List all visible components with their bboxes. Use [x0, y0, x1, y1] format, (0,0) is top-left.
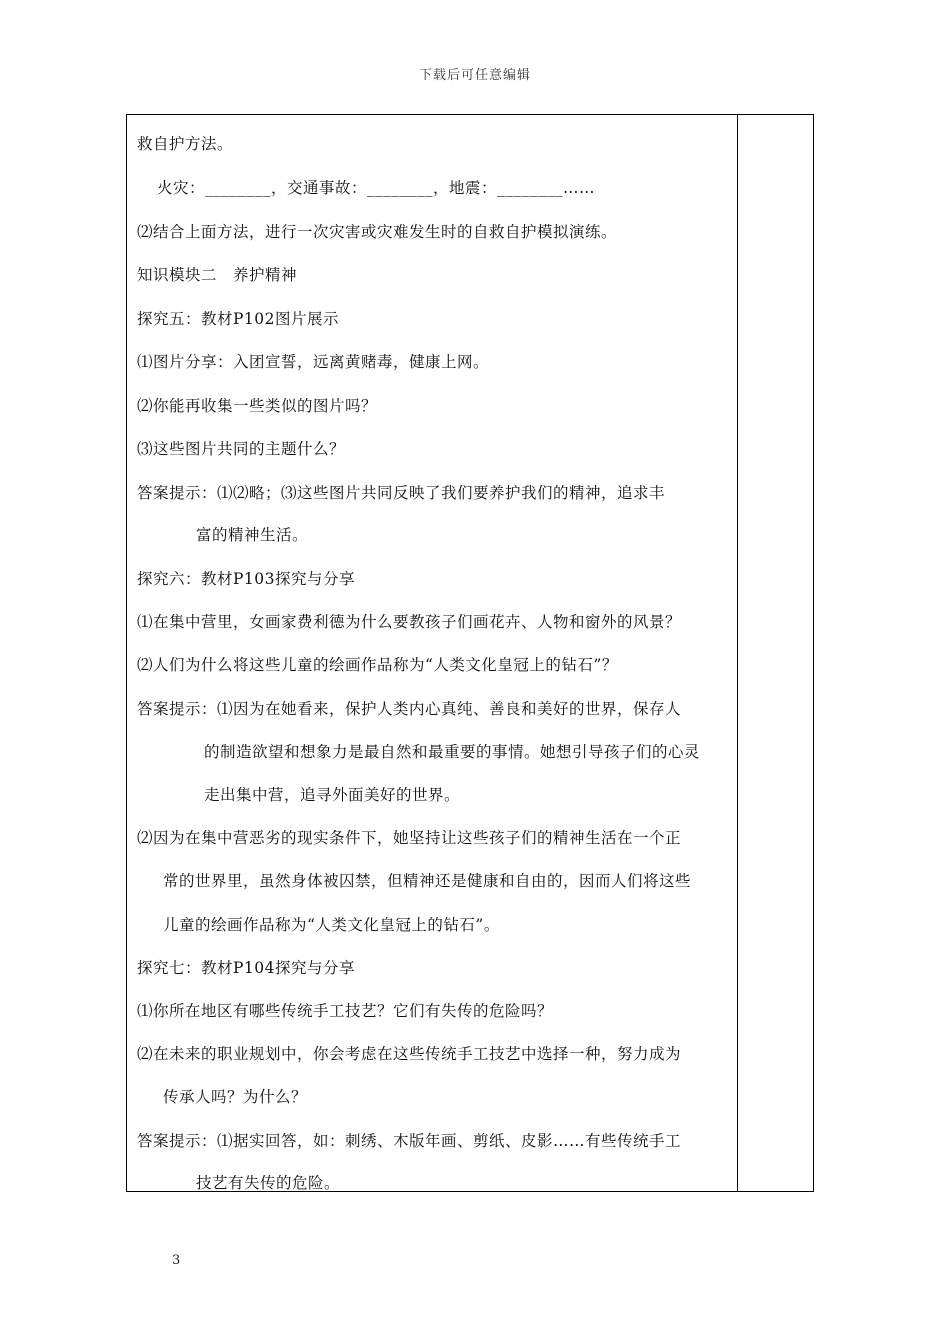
text-line: 答案提示：⑴⑵略；⑶这些图片共同反映了我们要养护我们的精神，追求丰 [137, 484, 666, 502]
text-line: ⑵在未来的职业规划中，你会考虑在这些传统手工技艺中选择一种，努力成为 [137, 1045, 682, 1063]
page-number: 3 [172, 1253, 181, 1268]
text-line: ⑵你能再收集一些类似的图片吗？ [137, 397, 378, 415]
text-line: 富的精神生活。 [196, 526, 309, 544]
text-line: 常的世界里，虽然身体被囚禁，但精神还是健康和自由的，因而人们将这些 [163, 872, 692, 890]
text-line: 答案提示：⑴据实回答，如：刺绣、木版年画、剪纸、皮影……有些传统手工 [137, 1132, 682, 1150]
text-line: 探究六：教材P103探究与分享 [137, 570, 356, 588]
text-line: 探究七：教材P104探究与分享 [137, 959, 356, 977]
text-line: ⑴图片分享：入团宣誓，远离黄赌毒，健康上网。 [137, 353, 490, 371]
text-line: 走出集中营，追寻外面美好的世界。 [204, 786, 461, 804]
text-line: 救自护方法。 [137, 135, 234, 153]
text-line: 传承人吗？为什么？ [163, 1088, 308, 1106]
text-line: 儿童的绘画作品称为“人类文化皇冠上的钻石”。 [163, 916, 500, 934]
text-line: 的制造欲望和想象力是最自然和最重要的事情。她想引导孩子们的心灵 [204, 743, 701, 761]
text-line: ⑴在集中营里，女画家费利德为什么要教孩子们画花卉、人物和窗外的风景？ [137, 613, 682, 631]
text-line: ⑵因为在集中营恶劣的现实条件下，她坚持让这些孩子们的精神生活在一个正 [137, 829, 682, 847]
column-divider [737, 115, 738, 1191]
text-line: 探究五：教材P102图片展示 [137, 310, 340, 328]
text-line: 火灾：________，交通事故：________，地震：________…… [157, 179, 596, 197]
text-line: 技艺有失传的危险。 [196, 1174, 341, 1192]
page-header: 下载后可任意编辑 [418, 68, 531, 83]
lesson-table [126, 114, 814, 1192]
text-line: ⑵结合上面方法，进行一次灾害或灾难发生时的自救自护模拟演练。 [137, 223, 618, 241]
lesson-content-cell [127, 115, 737, 1191]
text-line: ⑶这些图片共同的主题什么？ [137, 440, 346, 458]
section-title: 知识模块二 养护精神 [137, 266, 298, 284]
text-line: ⑵人们为什么将这些儿童的绘画作品称为“人类文化皇冠上的钻石”？ [137, 656, 618, 674]
text-line: 答案提示：⑴因为在她看来，保护人类内心真纯、善良和美好的世界，保存人 [137, 700, 682, 718]
text-line: ⑴你所在地区有哪些传统手工技艺？它们有失传的危险吗？ [137, 1002, 554, 1020]
